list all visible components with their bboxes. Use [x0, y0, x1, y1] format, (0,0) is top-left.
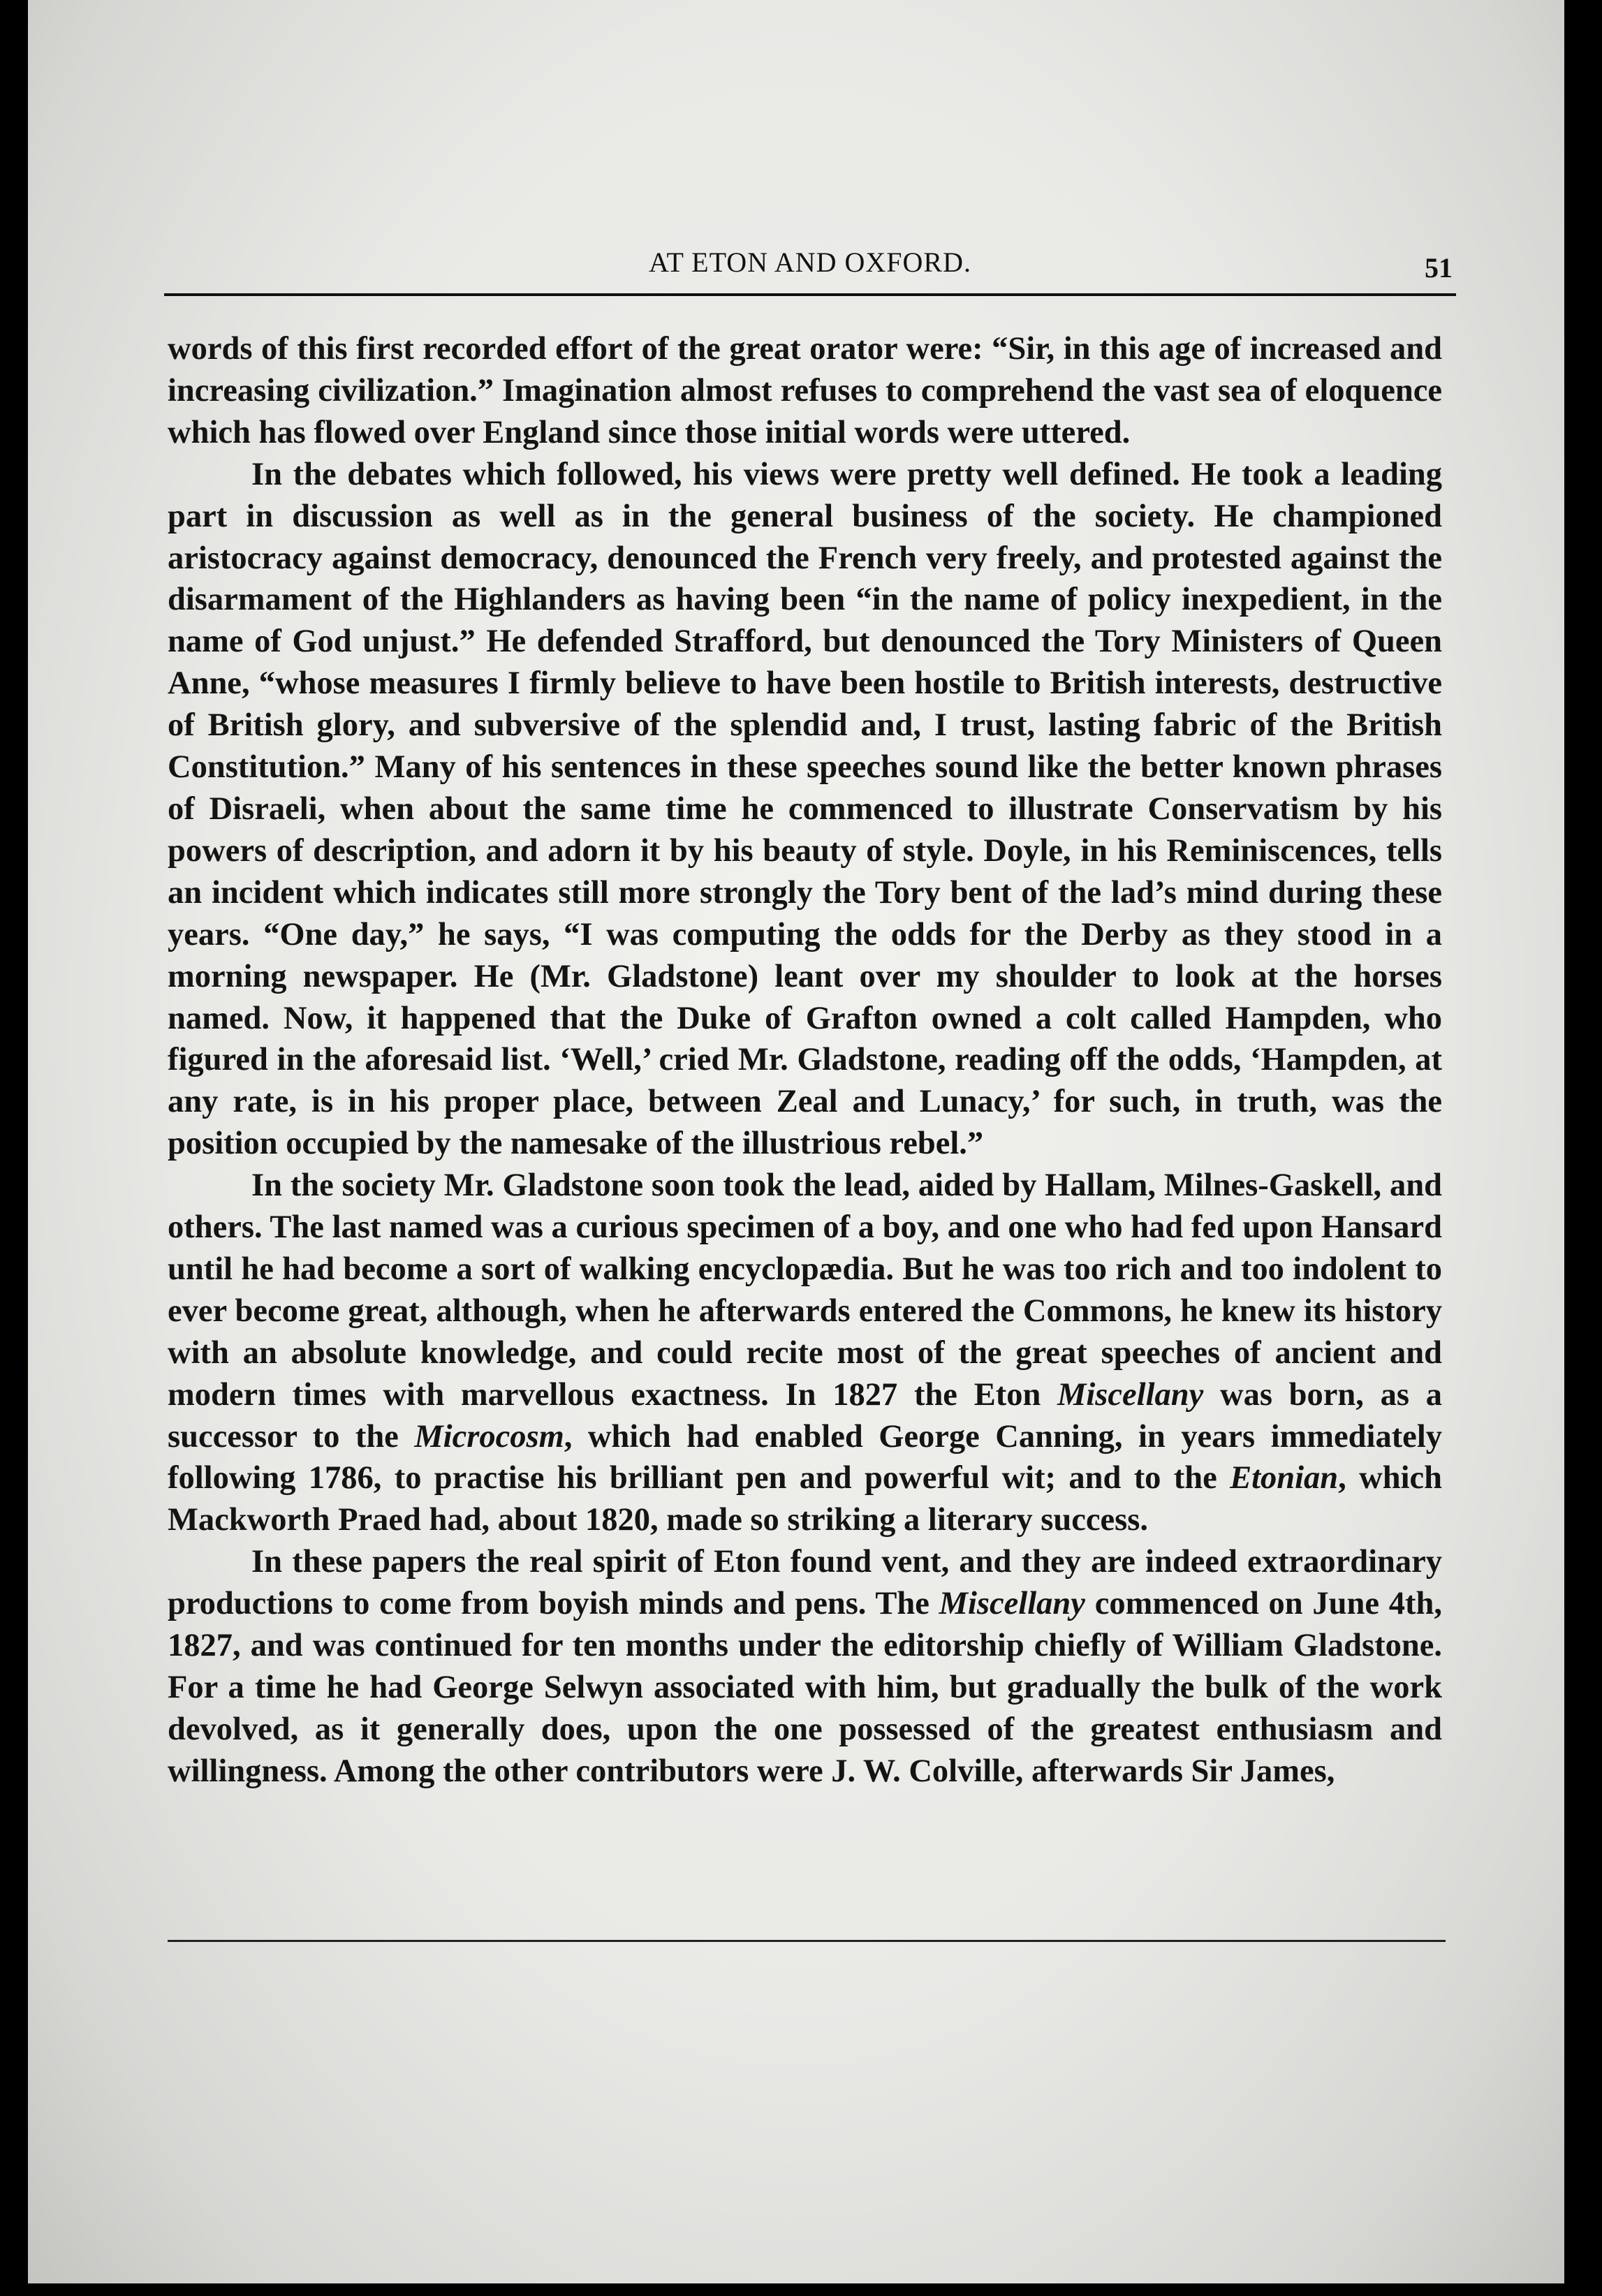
text-run: In the debates which followed, his views were pretty well defined. He took a leading part in discussion as well as in the general business of the society. He championed aristocracy against democracy, denounced the French very freely, and protested against the disarmament of the Highlanders as having been “in the name of policy inexpedient, in the name of God unjust.” He defended Strafford, but denounced the Tory Ministers of Queen Anne, “whose measures I firmly believe to have been hostile to British interests, destructive of British glory, and subversive of the splendid and, I trust, lasting fabric of the British Constitution.” Many of his sentences in these speeches sound like the better known phrases of Disraeli, when about the same time he commenced to illustrate Conservatism by his powers of description, and adorn it by his beauty of style. Doyle, in his Reminiscences, tells an incident which indicates still more strongly the Tory bent of the lad’s mind during these years. “One day,” he says, “I was computing the odds for the Derby as they stood in a morning newspaper. He (Mr. Gladstone) leant over my shoulder to look at the horses named. Now, it happened that the Duke of Grafton owned a colt called Hampden, who figured in the aforesaid list. ‘Well,’ cried Mr. Gladstone, reading off the odds, ‘Hampden, at any rate, is in his proper place, between Zeal and Lunacy,’ for such, in truth, was the position occupied by the namesake of the illustrious rebel.”: [168, 456, 1442, 1162]
paragraph: [168, 1165, 1442, 1541]
scan-artifact-line: [168, 1940, 1446, 1942]
paragraph: [168, 1541, 1442, 1792]
paragraph: [168, 328, 1442, 454]
text-run: was born, as a successor to the: [168, 1376, 1442, 1455]
italic-title: Microcosm: [414, 1418, 564, 1455]
text-run: , which Mackworth Praed had, about 1820, made so striking a literary success.: [168, 1460, 1442, 1538]
body-text: [168, 328, 1442, 1793]
text-run: words of this first recorded effort of the great orator were: “Sir, in this age of increased and increasing civilization.” Imagination almost refuses to comprehend the vast sea of eloquence which has flowed over England since those initial words were uttered.: [168, 331, 1442, 450]
header-rule: [164, 293, 1456, 296]
page-number: 51: [1425, 252, 1453, 284]
text-run: , which had enabled George Canning, in years immediately following 1786, to practise his brilliant pen and powerful wit; and to the: [168, 1418, 1442, 1496]
italic-title: Etonian: [1230, 1460, 1339, 1496]
book-page: [28, 0, 1564, 2283]
running-head: AT ETON AND OXFORD.: [648, 246, 971, 278]
paragraph: [168, 454, 1442, 1165]
text-run: In the society Mr. Gladstone soon took the lead, aided by Hallam, Milnes-Gaskell, and others. The last named was a curious specimen of a boy, and one who had fed upon Hansard until he had become a sort of walking encyclopædia. But he was too rich and too indolent to ever become great, although, when he afterwards entered the Commons, he knew its history with an absolute knowledge, and could recite most of the great speeches of ancient and modern times with marvellous exactness. In 1827 the Eton: [168, 1168, 1442, 1413]
text-run: In these papers the real spirit of Eton found vent, and they are indeed extraordinary productions to come from boyish minds and pens. The: [168, 1544, 1442, 1622]
italic-title: Miscellany: [939, 1586, 1085, 1622]
text-run: commenced on June 4th, 1827, and was continued for ten months under the editorship chiefly of William Gladstone. For a time he had George Selwyn associated with him, but gradually the bulk of the work devolved, as it generally does, upon the one possessed of the greatest enthusiasm and willingness. Among the other contributors were J. W. Colville, afterwards Sir James,: [168, 1586, 1442, 1789]
page-header: [168, 246, 1453, 295]
italic-title: Miscellany: [1057, 1376, 1204, 1413]
